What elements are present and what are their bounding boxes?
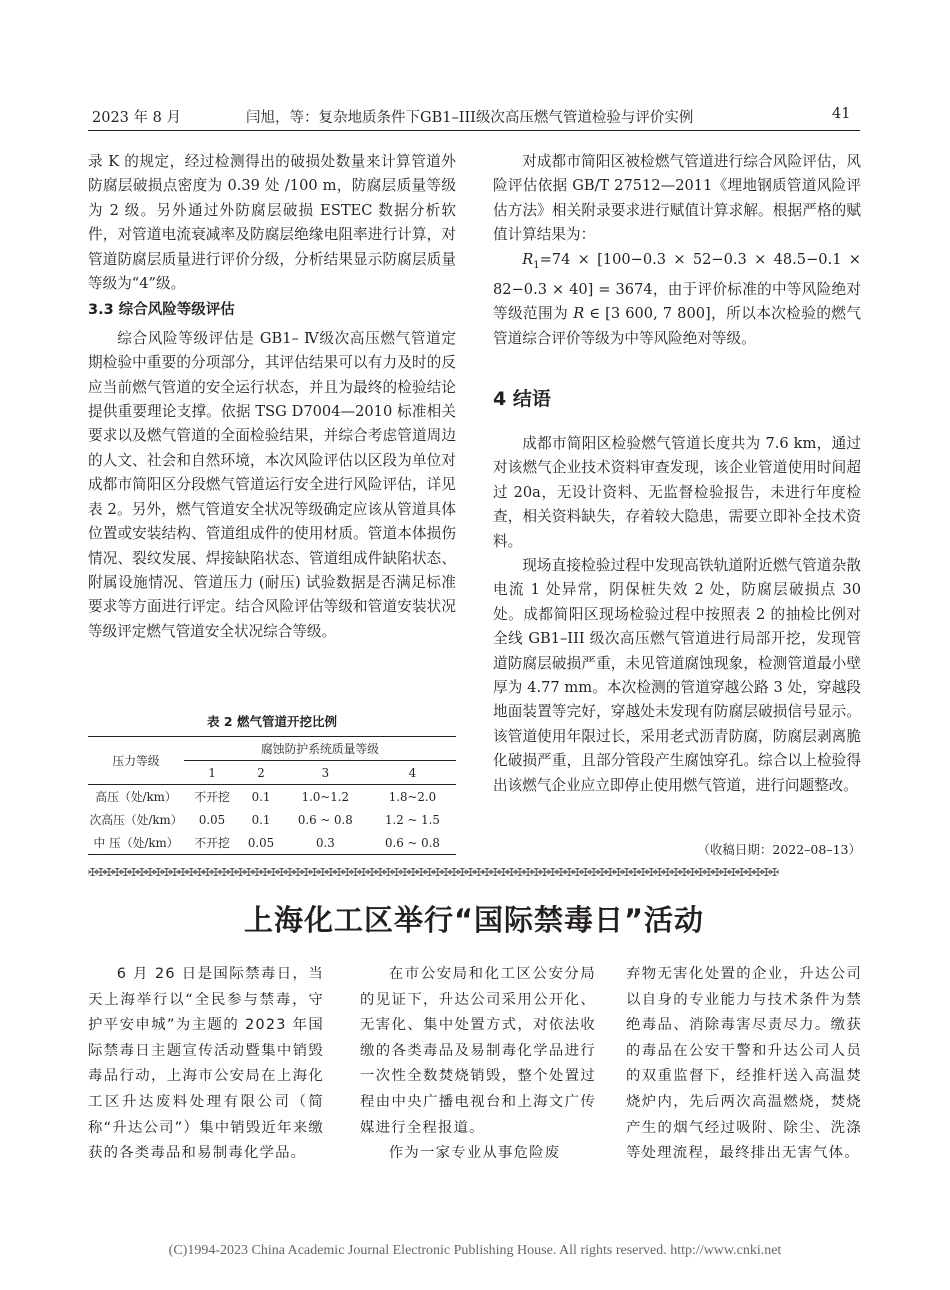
news-column-2 bbox=[360, 962, 596, 1167]
header-date: 2023 年 8 月 bbox=[92, 110, 181, 126]
news-column-3 bbox=[626, 962, 862, 1167]
excavation-ratio-table bbox=[88, 736, 456, 855]
news-paragraph: 6 月 26 日是国际禁毒日，当天上海举行以“全民参与禁毒，守护平安申城”为主题的 2023 年国际禁毒日主题宣传活动暨集中销毁毒品行动，上海市公安局在上海化工区升达废料处理有限公司（简称“升达公司”）集中销毁近年来缴获的各类毒品和易制毒化学品。 bbox=[88, 966, 324, 1162]
grade-header: 2 bbox=[257, 765, 265, 780]
news-paragraph: 在市公安局和化工区公安分局的见证下，升达公司采用公开化、无害化、集中处置方式，对依法收缴的各类毒品及易制毒化学品进行一次性全数焚烧销毁，整个处置过程由中央广播电视台和上海文广传媒进行全程报道。 bbox=[360, 966, 596, 1136]
paragraph-coating-result: 录 K 的规定，经过检测得出的破损处数量来计算管道外防腐层破损点密度为 0.39 处 /100 m，防腐层质量等级为 2 级。另外通过外防腐层破损 ESTEC 数据分析软件，对管道电流衰减率及防腐层绝缘电阻率进行计算，对管道防腐层质量进行评价分级，分析结果显示防腐层质量等级为“4”级。 bbox=[88, 153, 456, 293]
page-number: 41 bbox=[832, 106, 851, 122]
table-cell: 1.8~2.0 bbox=[369, 785, 456, 809]
table-cell: 0.1 bbox=[240, 785, 282, 809]
news-title: 上海化工区举行“国际禁毒日”活动 bbox=[243, 903, 705, 937]
table-cell: 不开挖 bbox=[184, 831, 240, 855]
table-row bbox=[88, 808, 456, 831]
news-column-1 bbox=[88, 962, 324, 1167]
row-label: 高压（处/km） bbox=[88, 785, 184, 809]
table-caption: 表 2 燃气管道开挖比例 bbox=[207, 714, 337, 729]
paragraph-risk-assessment: 综合风险等级评估是 GB1– Ⅳ级次高压燃气管道定期检验中重要的分项部分，其评估结果可以有力及时的反应当前燃气管道的安全运行状态，并且为最终的检验结论提供重要理论支撑。依据 TSG D7004—2010 标准相关要求以及燃气管道的全面检验结果，并综合考虑管道周边的人文、社会和自然环境，本次风险评估以区段为单位对成都市简阳区分段燃气管道运行安全进行风险评估，详见表 2。另外，燃气管道安全状况等级确定应该从管道具体位置或安装结构、管道组成件的使用材质。管道本体损伤情况、裂纹发展、焊接缺陷状态、管道组成件缺陷状态、附属设施情况、管道压力 (耐压) 试验数据是否满足标准要求等方面进行评定。结合风险评估等级和管道安装状况等级评定燃气管道安全状况综合等级。 bbox=[88, 329, 456, 640]
grade-header: 1 bbox=[208, 765, 216, 780]
table-cell: 1.0~1.2 bbox=[282, 785, 369, 809]
table-cell: 不开挖 bbox=[184, 785, 240, 809]
left-column bbox=[88, 150, 456, 644]
table-row bbox=[88, 831, 456, 855]
formula-subscript: 1 bbox=[533, 259, 540, 271]
grade-header: 4 bbox=[408, 765, 417, 780]
grade-header: 3 bbox=[321, 765, 330, 780]
table-cell: 1.2 ~ 1.5 bbox=[384, 812, 440, 827]
running-title: 闫旭，等：复杂地质条件下GB1–III级次高压燃气管道检验与评价实例 bbox=[246, 110, 694, 126]
table-cell: 0.3 bbox=[282, 831, 369, 855]
formula-expression: =74 × [100−0.3 × 52−0.3 × 48.5−0.1 × 82−0.3 × 40] = 3674，由于评价标准的中等风险绝对等级范围为 bbox=[493, 250, 861, 323]
paragraph-evaluation: 对成都市简阳区被检燃气管道进行综合风险评估，风险评估依据 GB/T 27512—2011《埋地钢质管道风险评估方法》相关附录要求进行赋值计算求解。根据严格的赋值计算结果为： bbox=[493, 153, 861, 244]
table-cell: 0.05 bbox=[240, 831, 282, 855]
received-date: （收稿日期：2022–08–13） bbox=[697, 842, 861, 857]
table-cell: 0.6 ~ 0.8 bbox=[369, 831, 456, 855]
section-heading-4: 4 结语 bbox=[493, 388, 551, 410]
row-label: 次高压（处/km） bbox=[89, 813, 183, 827]
right-column-conclusion bbox=[493, 432, 861, 798]
table-row-header: 压力等级 bbox=[88, 737, 184, 785]
right-column-upper bbox=[493, 150, 861, 351]
table-group-header: 腐蚀防护系统质量等级 bbox=[184, 737, 456, 761]
section-heading-3-3: 3.3 综合风险等级评估 bbox=[88, 302, 235, 319]
formula-tail: ∈ [3 600, 7 800]，所以本次检验的燃气管道综合评价等级为中等风险绝对等级。 bbox=[493, 305, 861, 347]
news-paragraph: 弃物无害化处置的企业，升达公司以自身的专业能力与技术条件为禁绝毒品、消除毒害尽责尽力。缴获的毒品在公安干警和升达公司人员的双重监督下，经推杆送入高温焚烧炉内，先后两次高温燃烧，焚烧产生的烟气经过吸附、除尘、洗涤等处理流程，最终排出无害气体。 bbox=[626, 966, 862, 1162]
paragraph-conclusion-1: 成都市简阳区检验燃气管道长度共为 7.6 km，通过对该燃气企业技术资料审查发现，该企业管道使用时间超过 20a，无设计资料、无监督检验报告，未进行年度检查，相关资料缺失，存着较大隐患，需要立即补全技术资料。 bbox=[493, 435, 861, 550]
formula-range-symbol: R bbox=[573, 305, 585, 323]
paragraph-formula bbox=[493, 248, 861, 352]
formula-symbol: R bbox=[522, 250, 534, 268]
copyright-footer: (C)1994-2023 China Academic Journal Electronic Publishing House. All rights reserved. http://www.cnki.net bbox=[168, 1243, 782, 1258]
row-label: 中 压（处/km） bbox=[88, 831, 184, 855]
table-cell: 0.05 bbox=[198, 812, 226, 827]
decorative-separator: ✠✠✠✠✠✠✠✠✠✠✠✠✠✠✠✠✠✠✠✠✠✠✠✠✠✠✠✠✠✠✠✠✠✠✠✠✠✠✠✠✠✠✠✠✠✠✠✠✠✠✠✠✠✠✠✠✠✠✠✠✠✠✠✠✠✠✠✠✠✠✠✠✠✠✠✠✠✠✠✠✠✠✠✠ bbox=[88, 866, 779, 879]
header-rule bbox=[88, 130, 860, 131]
table-row bbox=[88, 785, 456, 809]
table-cell: 0.6 ~ 0.8 bbox=[297, 812, 353, 827]
table-cell: 0.1 bbox=[251, 812, 271, 827]
news-paragraph: 作为一家专业从事危险废 bbox=[388, 1145, 561, 1162]
paragraph-conclusion-2: 现场直接检验过程中发现高铁轨道附近燃气管道杂散电流 1 处异常，阴保桩失效 2 处，防腐层破损点 30 处。成都简阳区现场检验过程中按照表 2 的抽检比例对全线 GB1–III 级次高压燃气管道进行局部开挖，发现管道防腐层破损严重，未见管道腐蚀现象，检测管道最小壁厚为 4.77 mm。本次检测的管道穿越公路 3 处，穿越段地面装置等完好，穿越处未发现有防腐层破损信号显示。该管道使用年限过长，采用老式沥青防腐，防腐层剥离脆化破损严重，且部分管段产生腐蚀穿孔。综合以上检验得出该燃气企业应立即停止使用燃气管道，进行问题整改。 bbox=[493, 557, 861, 794]
